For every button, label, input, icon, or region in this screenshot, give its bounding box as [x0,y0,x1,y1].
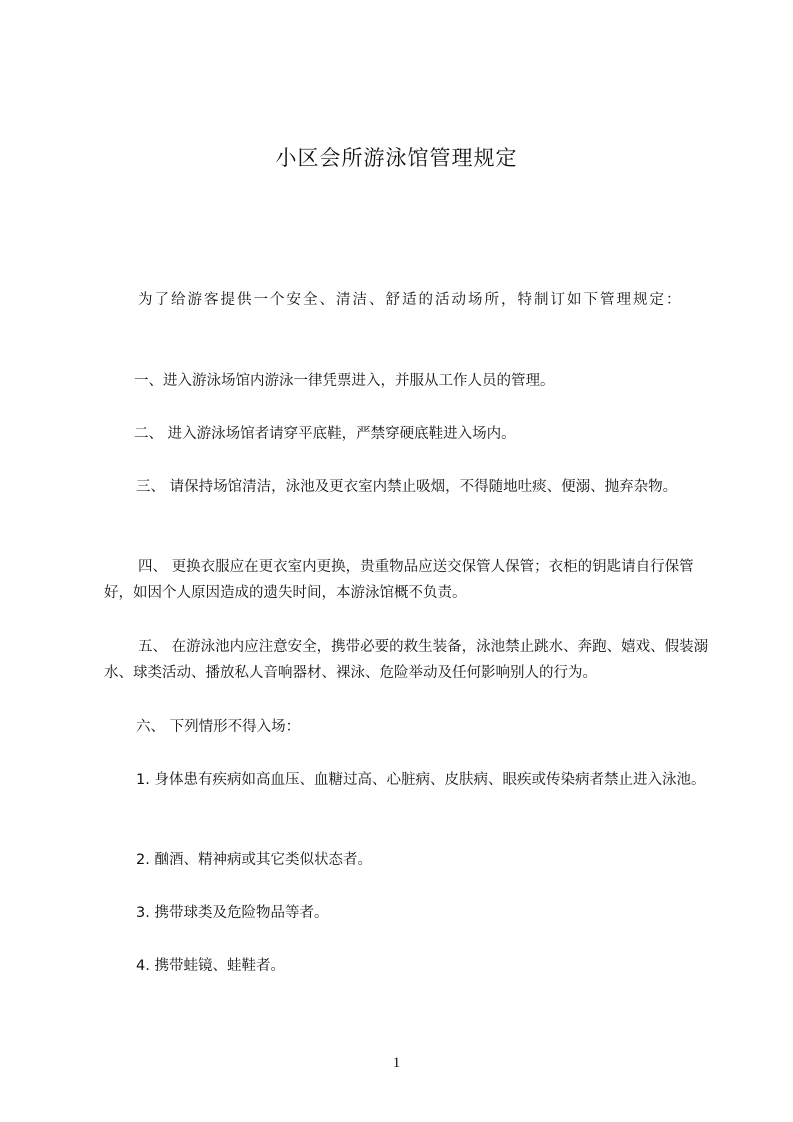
sub-rule-3: 3. 携带球类及危险物品等者。 [136,905,329,921]
rule-4: 四、 更换衣服应在更衣室内更换，贵重物品应送交保管人保管；衣柜的钥匙请自行保管好，如因个人原因造成的遗失时间，本游泳馆概不负责。 [104,559,694,601]
page-number: 1 [392,1055,401,1071]
intro-paragraph: 为了给游客提供一个安全、清洁、舒适的活动场所，特制订如下管理规定： [138,292,683,308]
rule-2: 二、 进入游泳场馆者请穿平底鞋，严禁穿硬底鞋进入场内。 [134,426,516,442]
sub-rule-1: 1. 身体患有疾病如高血压、血糖过高、心脏病、皮肤病、眼疾或传染病者禁止进入泳池。 [136,772,706,788]
sub-rule-4: 4. 携带蛙镜、蛙鞋者。 [136,958,285,974]
rule-1: 一、进入游泳场馆内游泳一律凭票进入，并服从工作人员的管理。 [134,373,555,389]
rule-6: 六、 下列情形不得入场： [136,719,301,735]
rule-5: 五、 在游泳池内应注意安全，携带必要的救生装备，泳池禁止跳水、奔跑、嬉戏、假装溺水、球类活动、播放私人音响器材、裸泳、危险举动及任何影响别人的行为。 [104,639,709,681]
sub-rule-2: 2. 酗酒、精神病或其它类似状态者。 [136,852,372,868]
rule-3: 三、 请保持场馆清洁，泳池及更衣室内禁止吸烟，不得随地吐痰、便溺、抛弃杂物。 [136,479,678,495]
document-title: 小区会所游泳馆管理规定 [275,146,518,170]
